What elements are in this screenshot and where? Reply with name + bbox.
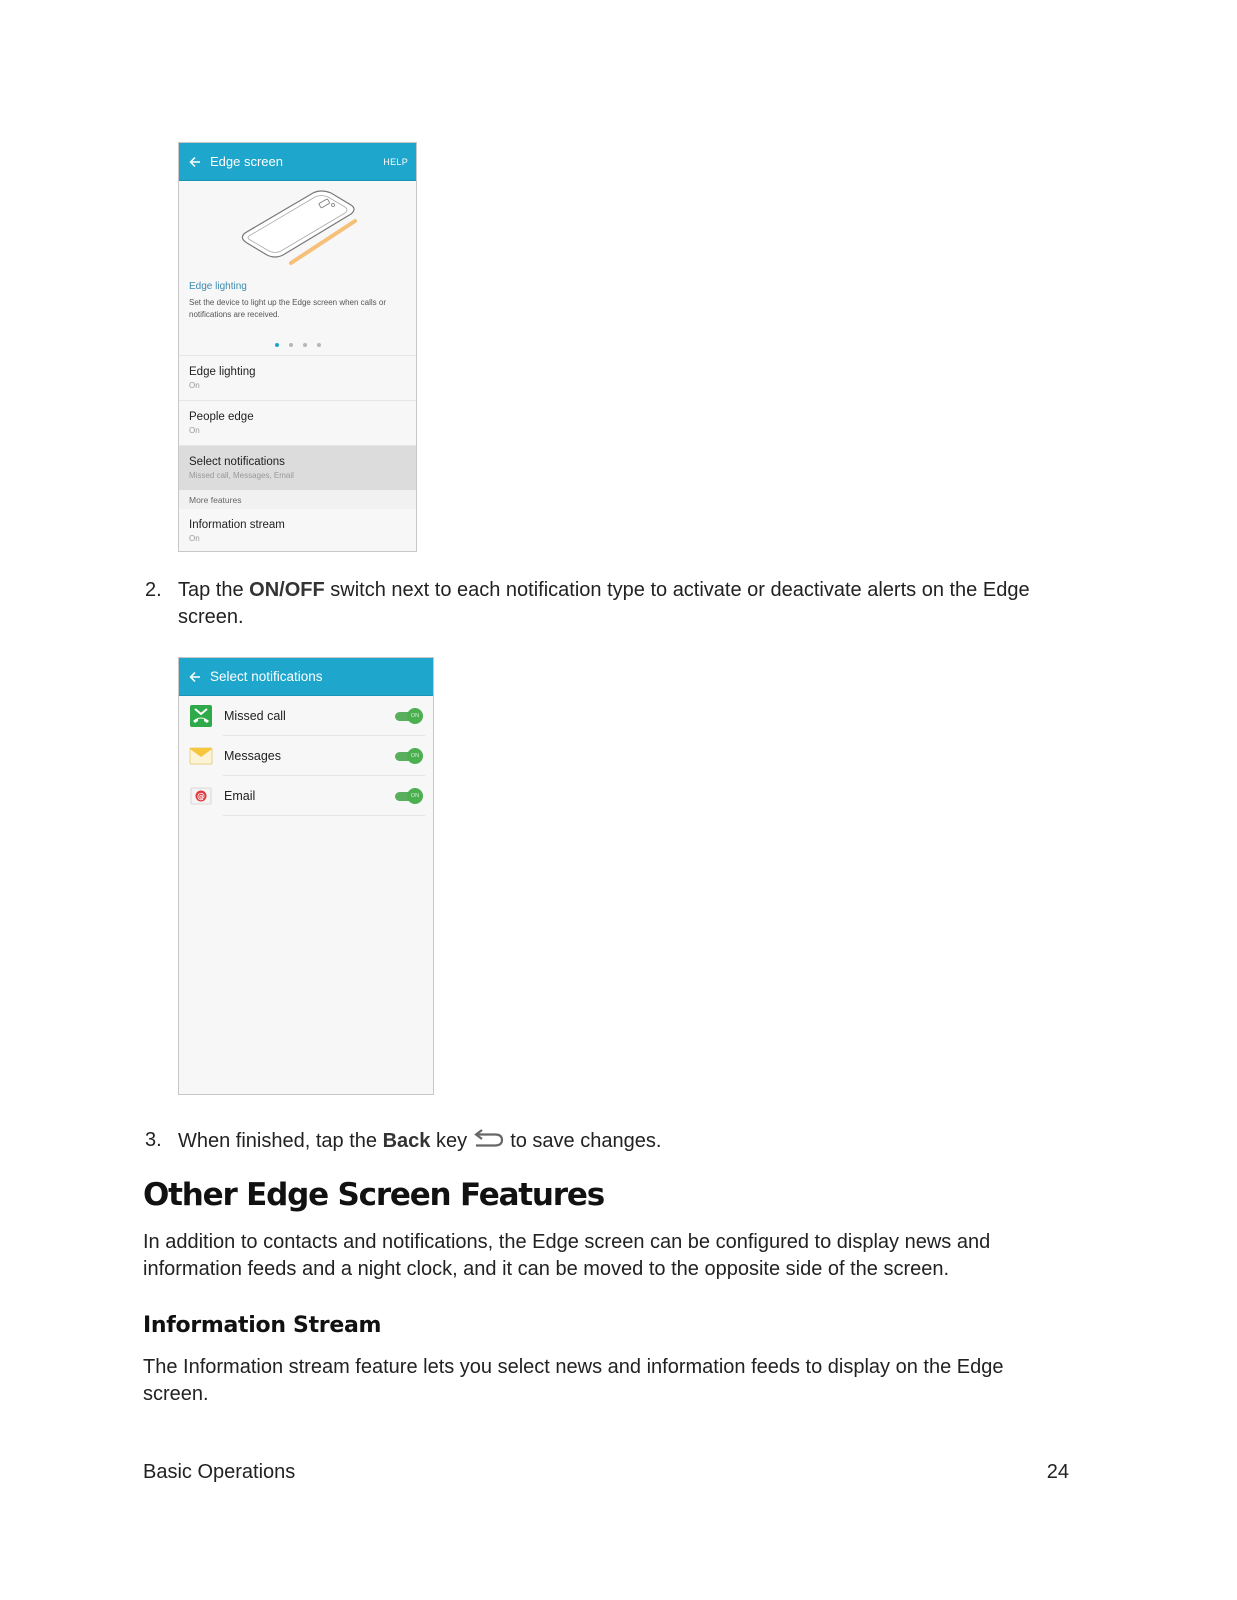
setting-subtitle: On bbox=[189, 534, 200, 543]
step-text-suffix: to save changes. bbox=[504, 1130, 662, 1152]
setting-title: Edge lighting bbox=[189, 366, 256, 378]
help-button[interactable]: HELP bbox=[383, 156, 408, 167]
setting-select-notifications[interactable] bbox=[179, 445, 416, 490]
subsection-body: The Information stream feature lets you select news and information feeds to display on the Edge screen. bbox=[143, 1356, 1004, 1405]
page-dot[interactable] bbox=[317, 343, 321, 347]
setting-information-stream[interactable] bbox=[179, 509, 416, 552]
edge-screen-screenshot bbox=[178, 142, 417, 552]
step-2 bbox=[145, 577, 1085, 633]
setting-title: People edge bbox=[189, 411, 254, 423]
step-text bbox=[178, 577, 1078, 631]
step-text-suffix: switch next to each notification type to activate or deactivate alerts on the Edge screen. bbox=[178, 579, 1030, 628]
app-bar bbox=[179, 143, 416, 181]
divider bbox=[223, 815, 425, 816]
notification-label: Email bbox=[224, 789, 256, 803]
back-arrow-icon[interactable] bbox=[188, 670, 202, 684]
app-title: Edge screen bbox=[210, 154, 283, 169]
phone-illustration-icon bbox=[179, 181, 417, 281]
page-dot[interactable] bbox=[289, 343, 293, 347]
footer-chapter: Basic Operations bbox=[143, 1461, 296, 1483]
setting-people-edge[interactable] bbox=[179, 400, 416, 445]
step-text-bold: ON/OFF bbox=[249, 579, 325, 601]
step-text-bold: Back bbox=[382, 1130, 431, 1152]
svg-text:@: @ bbox=[197, 791, 205, 801]
promo-illustration bbox=[179, 181, 416, 281]
notification-row-missed-call[interactable] bbox=[179, 696, 433, 736]
promo-description: Set the device to light up the Edge screen when calls or notifications are received. bbox=[189, 298, 387, 319]
section-heading: Other Edge Screen Features bbox=[143, 1177, 604, 1213]
switch-knob: ON bbox=[407, 708, 423, 724]
messages-icon bbox=[189, 744, 213, 768]
step-text-prefix: Tap the bbox=[178, 579, 250, 601]
setting-subtitle: Missed call, Messages, Email bbox=[189, 471, 294, 480]
section-header-more-features: More features bbox=[179, 490, 416, 509]
page-number: 24 bbox=[1046, 1461, 1069, 1483]
on-off-switch[interactable] bbox=[395, 749, 422, 763]
step-3 bbox=[145, 1127, 1085, 1157]
setting-edge-lighting[interactable] bbox=[179, 355, 416, 400]
page-dot[interactable] bbox=[275, 343, 279, 347]
setting-subtitle: On bbox=[189, 426, 200, 435]
on-off-switch[interactable] bbox=[395, 789, 422, 803]
step-text-middle: key bbox=[430, 1130, 473, 1152]
section-intro: In addition to contacts and notifications, the Edge screen can be configured to display news and information feeds and a night clock, and it can be moved to the opposite side of the screen. bbox=[143, 1231, 991, 1280]
missed-call-icon bbox=[189, 704, 213, 728]
select-notifications-screenshot bbox=[178, 657, 434, 1095]
promo-title: Edge lighting bbox=[189, 281, 247, 292]
step-number: 3. bbox=[145, 1129, 162, 1151]
step-text bbox=[178, 1127, 1078, 1155]
subsection-heading: Information Stream bbox=[143, 1313, 382, 1338]
notification-label: Messages bbox=[224, 749, 281, 763]
notification-row-messages[interactable] bbox=[179, 736, 433, 776]
email-icon bbox=[189, 784, 213, 808]
notification-label: Missed call bbox=[224, 709, 286, 723]
step-text-prefix: When finished, tap the bbox=[178, 1130, 383, 1152]
app-title: Select notifications bbox=[210, 669, 323, 684]
setting-title: Select notifications bbox=[189, 456, 285, 468]
back-arrow-icon[interactable] bbox=[188, 155, 202, 169]
on-off-switch[interactable] bbox=[395, 709, 422, 723]
notification-row-email[interactable] bbox=[179, 776, 433, 816]
switch-knob: ON bbox=[407, 748, 423, 764]
setting-title: Information stream bbox=[189, 519, 285, 531]
step-number: 2. bbox=[145, 579, 162, 601]
back-key-icon bbox=[473, 1127, 505, 1149]
app-bar bbox=[179, 658, 433, 696]
page-indicator bbox=[179, 341, 416, 349]
switch-knob: ON bbox=[407, 788, 423, 804]
setting-subtitle: On bbox=[189, 381, 200, 390]
page-dot[interactable] bbox=[303, 343, 307, 347]
